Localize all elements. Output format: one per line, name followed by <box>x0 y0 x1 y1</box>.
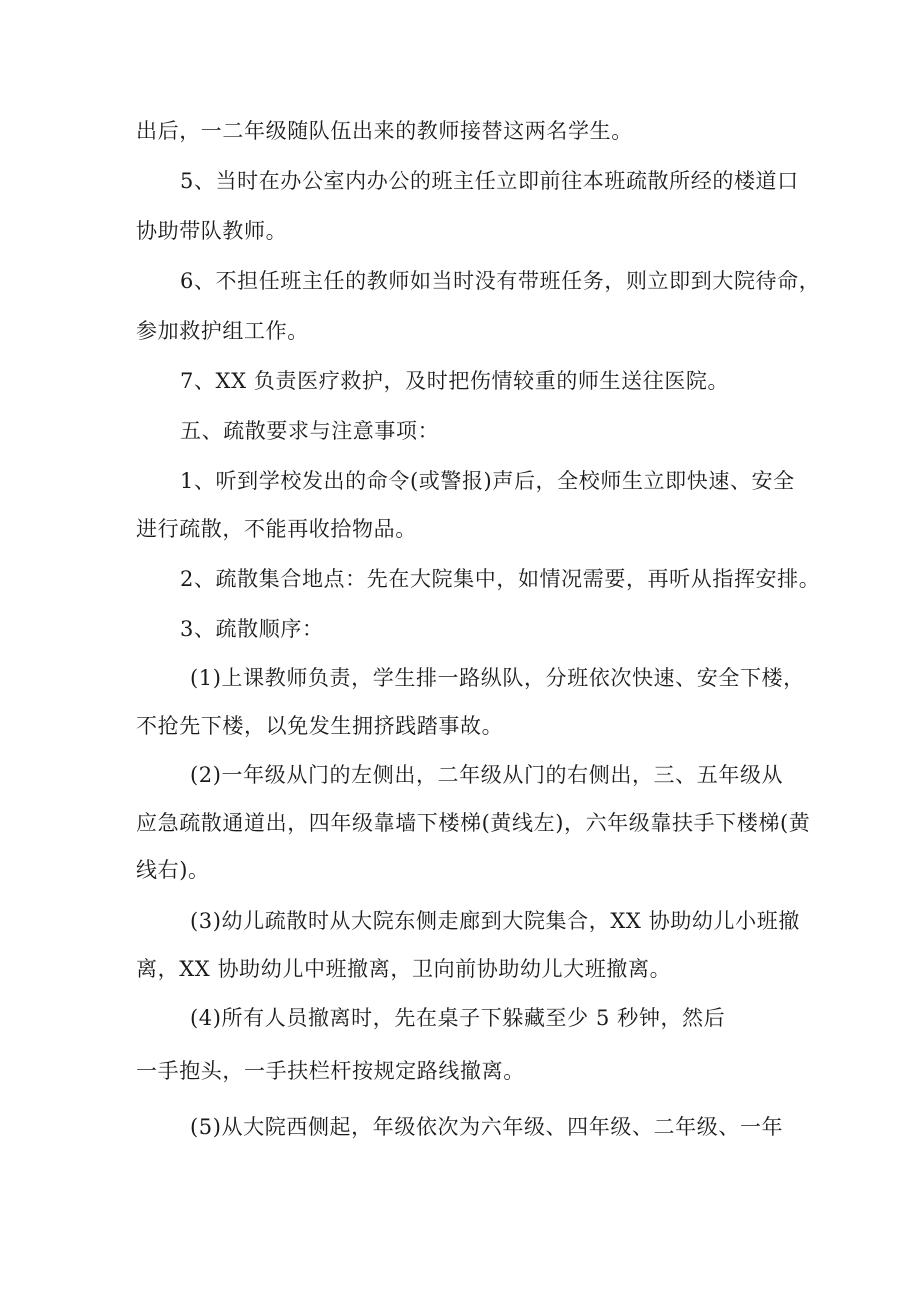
text-line-4: 6、不担任班主任的教师如当时没有带班任务，则立即到大院待命， <box>180 269 821 293</box>
text-line-16: 线右)。 <box>136 858 210 882</box>
text-line-12: (1)上课教师负责，学生排一路纵队，分班依次快速、安全下楼， <box>190 666 805 690</box>
section-heading: 五、疏散要求与注意事项： <box>180 419 440 443</box>
text-line-17: (3)幼儿疏散时从大院东侧走廊到大院集合，XX 协助幼儿小班撤 <box>190 909 800 933</box>
text-line-19: (4)所有人员撤离时，先在桌子下躲藏至少 5 秒钟，然后 <box>190 1006 726 1030</box>
text-line-18: 离，XX 协助幼儿中班撤离，卫向前协助幼儿大班撤离。 <box>136 957 672 981</box>
text-line-3: 协助带队教师。 <box>136 219 288 243</box>
text-line-9: 进行疏散，不能再收拾物品。 <box>136 517 417 541</box>
text-line-2: 5、当时在办公室内办公的班主任立即前往本班疏散所经的楼道口 <box>180 169 799 193</box>
text-line-8: 1、听到学校发出的命令(或警报)声后，全校师生立即快速、安全 <box>180 469 795 493</box>
text-line-21: (5)从大院西侧起，年级依次为六年级、四年级、二年级、一年 <box>190 1115 784 1139</box>
text-line-13: 不抢先下楼，以免发生拥挤践踏事故。 <box>136 714 504 738</box>
text-line-11: 3、疏散顺序： <box>180 617 324 641</box>
text-line-5: 参加救护组工作。 <box>136 319 309 343</box>
text-line-10: 2、疏散集合地点：先在大院集中，如情况需要，再听从指挥安排。 <box>180 567 821 591</box>
text-line-1: 出后，一二年级随队伍出来的教师接替这两名学生。 <box>136 119 633 143</box>
text-line-15: 应急疏散通道出，四年级靠墙下楼梯(黄线左)，六年级靠扶手下楼梯(黄 <box>136 811 811 835</box>
text-line-6: 7、XX 负责医疗救护，及时把伤情较重的师生送往医院。 <box>180 369 730 393</box>
text-line-20: 一手抱头，一手扶栏杆按规定路线撤离。 <box>136 1059 525 1083</box>
text-line-14: (2)一年级从门的左侧出，二年级从门的右侧出，三、五年级从 <box>190 763 784 787</box>
